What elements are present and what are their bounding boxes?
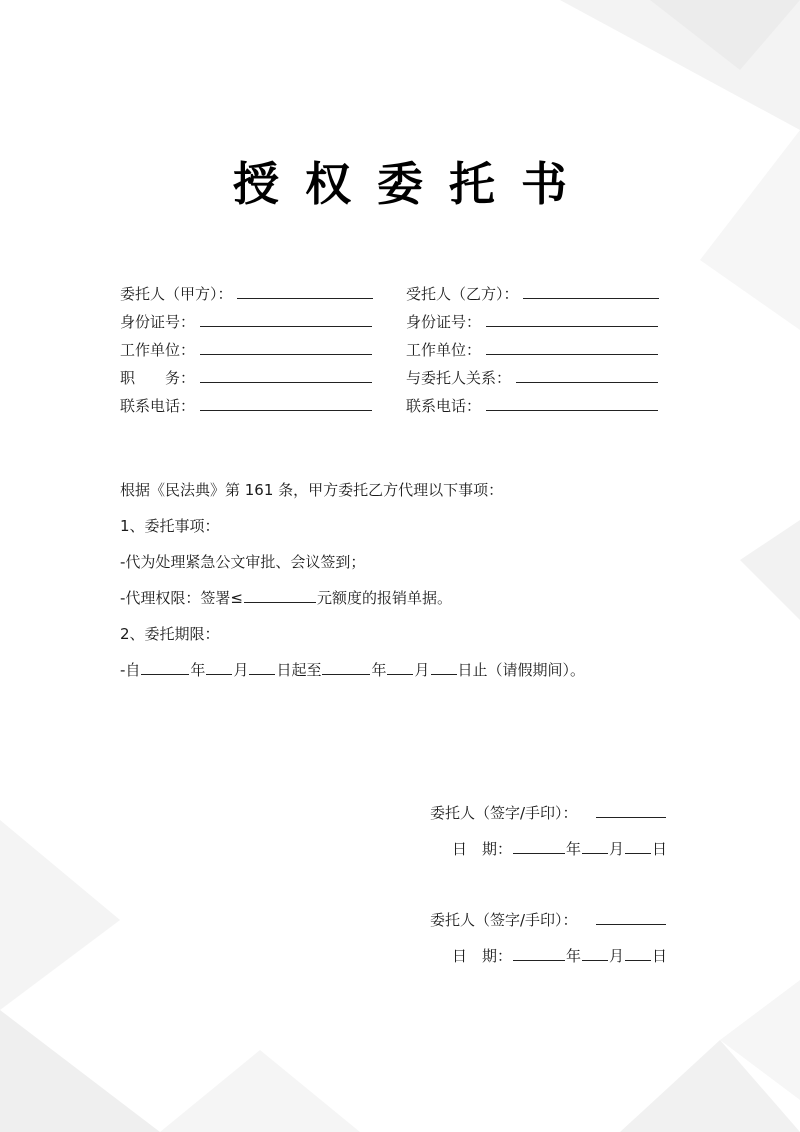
party-a-name-label: 委托人（甲方）： [120, 285, 233, 303]
party-a-position-row [120, 364, 440, 392]
party-a-id-blank [200, 310, 372, 327]
sig1-day-blank [625, 838, 651, 854]
from-month-blank [206, 659, 232, 675]
sig1-month-blank [582, 838, 608, 854]
from-month-label: 月 [233, 661, 249, 679]
sig1-year-label: 年 [566, 840, 582, 858]
party-b-info [406, 280, 706, 420]
sig2-month-blank [582, 945, 608, 961]
to-month-label: 月 [414, 661, 430, 679]
signature-block-2 [430, 902, 690, 974]
party-a-id-row [120, 308, 440, 336]
party-b-relation-blank [516, 366, 658, 383]
party-b-id-blank [486, 310, 658, 327]
party-b-id-row [406, 308, 706, 336]
party-a-phone-row [120, 392, 440, 420]
period-line [120, 652, 720, 688]
party-b-phone-blank [486, 394, 658, 411]
party-b-name-blank [523, 282, 659, 299]
sig2-month-label: 月 [609, 947, 625, 965]
party-a-phone-label: 联系电话： [120, 397, 196, 415]
document-body [120, 472, 720, 688]
party-b-phone-label: 联系电话： [406, 397, 482, 415]
period-prefix: -自 [120, 661, 141, 679]
sig2-year-blank [513, 945, 565, 961]
sig1-year-blank [513, 838, 565, 854]
sig2-day-label: 日 [652, 947, 668, 965]
amount-blank [244, 587, 316, 603]
party-b-workplace-row [406, 336, 706, 364]
item1-line2-prefix: -代理权限：签署≤ [120, 589, 243, 607]
party-a-position-blank [200, 366, 372, 383]
item1-heading: 1、委托事项： [120, 517, 220, 535]
party-a-workplace-row [120, 336, 440, 364]
party-a-name-row [120, 280, 440, 308]
party-b-workplace-label: 工作单位： [406, 341, 482, 359]
sig2-year-label: 年 [566, 947, 582, 965]
to-year-blank [322, 659, 370, 675]
party-b-name-row [406, 280, 706, 308]
signature-date-row-2 [430, 938, 690, 974]
from-day-blank [249, 659, 275, 675]
party-b-phone-row [406, 392, 706, 420]
party-a-info [120, 280, 440, 420]
party-a-id-label: 身份证号： [120, 313, 196, 331]
item2-heading: 2、委托期限： [120, 625, 220, 643]
signature-row-1 [430, 795, 690, 831]
signature-row-2 [430, 902, 690, 938]
from-year-blank [141, 659, 189, 675]
from-year-label: 年 [190, 661, 206, 679]
party-b-name-label: 受托人（乙方）： [406, 285, 519, 303]
sig2-day-blank [625, 945, 651, 961]
sig1-month-label: 月 [609, 840, 625, 858]
signature-label-1: 委托人（签字/手印）： [430, 804, 578, 822]
intro-paragraph: 根据《民法典》第 161 条，甲方委托乙方代理以下事项： [120, 481, 504, 499]
signature-date-row-1 [430, 831, 690, 867]
item1-line2-suffix: 元额度的报销单据。 [316, 589, 452, 607]
party-b-id-label: 身份证号： [406, 313, 482, 331]
signature-date-label-2: 日 期： [452, 947, 513, 965]
document-title: 授权委托书 [233, 157, 593, 211]
party-a-workplace-label: 工作单位： [120, 341, 196, 359]
sig1-day-label: 日 [652, 840, 668, 858]
party-a-name-blank [237, 282, 373, 299]
to-day-blank [431, 659, 457, 675]
party-a-phone-blank [200, 394, 372, 411]
signature-blank-1 [596, 802, 666, 818]
to-year-label: 年 [371, 661, 387, 679]
signature-label-2: 委托人（签字/手印）： [430, 911, 578, 929]
signature-block-1 [430, 795, 690, 867]
party-a-position-label: 职 务： [120, 369, 196, 387]
item1-line2 [120, 580, 720, 616]
signature-blank-2 [596, 909, 666, 925]
party-b-relation-label: 与委托人关系： [406, 369, 512, 387]
party-a-workplace-blank [200, 338, 372, 355]
from-day-label: 日起至 [276, 661, 322, 679]
to-month-blank [387, 659, 413, 675]
signature-date-label-1: 日 期： [452, 840, 513, 858]
party-b-workplace-blank [486, 338, 658, 355]
item1-line1: -代为处理紧急公文审批、会议签到； [120, 553, 366, 571]
party-b-relation-row [406, 364, 706, 392]
to-day-label: 日止（请假期间）。 [457, 661, 586, 679]
